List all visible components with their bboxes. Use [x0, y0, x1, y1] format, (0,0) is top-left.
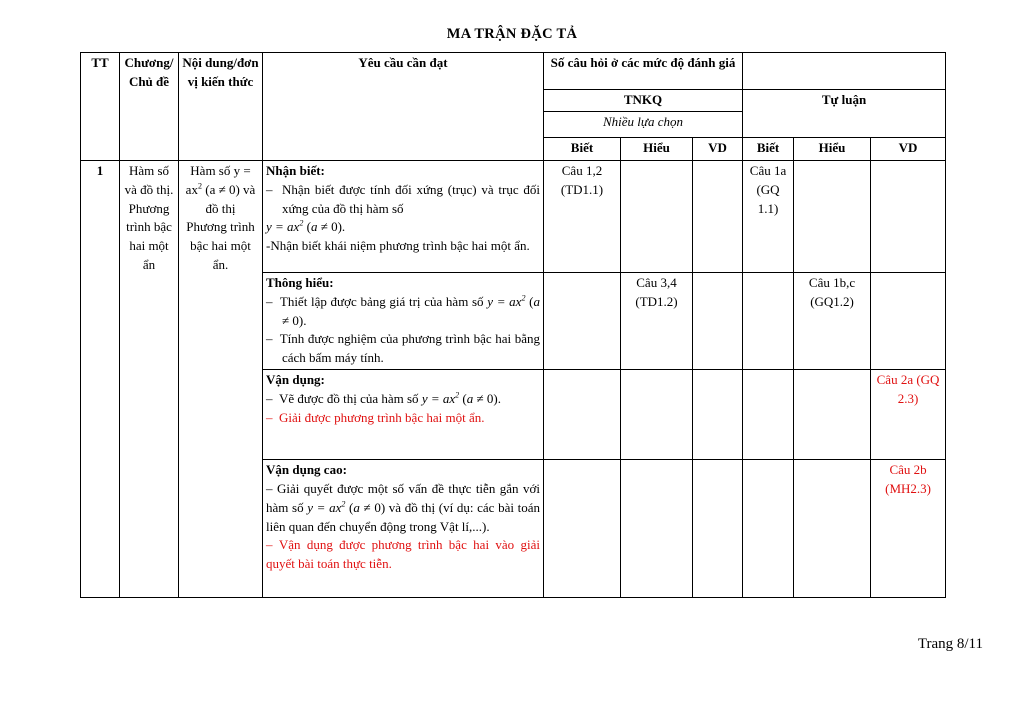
cell-tnkq-vd-van-dung-cao — [693, 460, 743, 598]
cell-tl-hieu-van-dung-cao — [794, 460, 871, 598]
col-header-requirements: Yêu cầu cần đạt — [263, 53, 544, 161]
col-header-content-unit: Nội dung/đơn vị kiến thức — [179, 53, 263, 161]
cell-tl-biet-nhan-biet: Câu 1a (GQ 1.1) — [743, 160, 794, 272]
cell-chapter: Hàm số và đồ thị. Phương trình bậc hai một ẩn — [120, 160, 179, 597]
cell-tl-vd-van-dung-cao: Câu 2b (MH2.3) — [871, 460, 946, 598]
requirement-nhan-biet: Nhận biết: – Nhận biết được tính đối xứng (trục) và trục đối xứng của đồ thị hàm số $y = ax^2$ (a ≠ 0). -Nhận biết khái niệm phương trình bậc hai một ẩn. — [263, 160, 544, 272]
col-header-chapter: Chương/Chủ đề — [120, 53, 179, 161]
cell-tnkq-biet-nhan-biet: Câu 1,2 (TD1.1) — [544, 160, 621, 272]
cell-tnkq-hieu-van-dung — [621, 370, 693, 460]
col-header-tnkq-hieu: Hiểu — [621, 137, 693, 160]
cell-tnkq-hieu-van-dung-cao — [621, 460, 693, 598]
page-number: Trang 8/11 — [917, 636, 983, 652]
col-header-tnkq-vd: VD — [693, 137, 743, 160]
requirement-thong-hieu: Thông hiểu: – Thiết lập được bảng giá trị của hàm số $y = ax^2$ (a ≠ 0). – Tính được nghiệm của phương trình bậc hai bằng cách bấm máy tính. — [263, 272, 544, 369]
cell-tt: 1 — [81, 160, 120, 597]
cell-tnkq-vd-nhan-biet — [693, 160, 743, 272]
cell-tnkq-hieu-nhan-biet — [621, 160, 693, 272]
cell-tnkq-biet-van-dung — [544, 370, 621, 460]
col-header-essay: Tự luận — [743, 90, 946, 138]
requirement-van-dung-cao: Vận dụng cao: – Giải quyết được một số vấn đề thực tiễn gắn với hàm số $y = ax^2$ (a ≠ 0) và đồ thị (ví dụ: các bài toán liên quan đến chuyển động trong Vật lí,...). – Vận dụng được phương trình bậc hai vào giải quyết bài toán thực tiễn. — [263, 460, 544, 598]
cell-tl-biet-thong-hieu — [743, 272, 794, 369]
requirement-van-dung: Vận dụng: – Vẽ được đồ thị của hàm số $y = ax^2$ (a ≠ 0). – Giải được phương trình bậc hai một ẩn. — [263, 370, 544, 460]
col-header-question-levels: Số câu hỏi ở các mức độ đánh giá — [544, 53, 743, 90]
col-header-multiple-choice: Nhiều lựa chọn — [544, 111, 743, 137]
cell-tnkq-vd-thong-hieu — [693, 272, 743, 369]
header-empty-cell — [743, 53, 946, 90]
cell-tl-vd-nhan-biet — [871, 160, 946, 272]
spec-matrix-table — [80, 52, 946, 598]
cell-tnkq-hieu-thong-hieu: Câu 3,4 (TD1.2) — [621, 272, 693, 369]
document-title: MA TRẬN ĐẶC TẢ — [446, 26, 578, 42]
col-header-tnkq-biet: Biết — [544, 137, 621, 160]
cell-tl-vd-thong-hieu — [871, 272, 946, 369]
cell-tl-hieu-van-dung — [794, 370, 871, 460]
spec-matrix — [80, 52, 946, 598]
cell-tnkq-vd-van-dung — [693, 370, 743, 460]
cell-tnkq-biet-thong-hieu — [544, 272, 621, 369]
col-header-tl-vd: VD — [871, 137, 946, 160]
cell-tl-biet-van-dung — [743, 370, 794, 460]
col-header-tt: TT — [81, 53, 120, 161]
cell-tl-hieu-thong-hieu: Câu 1b,c (GQ1.2) — [794, 272, 871, 369]
cell-tl-vd-van-dung: Câu 2a (GQ 2.3) — [871, 370, 946, 460]
cell-tl-biet-van-dung-cao — [743, 460, 794, 598]
cell-tnkq-biet-van-dung-cao — [544, 460, 621, 598]
col-header-tl-biet: Biết — [743, 137, 794, 160]
cell-content-unit: Hàm số $y = ax^2$ (a ≠ 0) và đồ thị Phương trình bậc hai một ẩn. — [179, 160, 263, 597]
col-header-tnkq: TNKQ — [544, 90, 743, 112]
col-header-tl-hieu: Hiểu — [794, 137, 871, 160]
cell-tl-hieu-nhan-biet — [794, 160, 871, 272]
